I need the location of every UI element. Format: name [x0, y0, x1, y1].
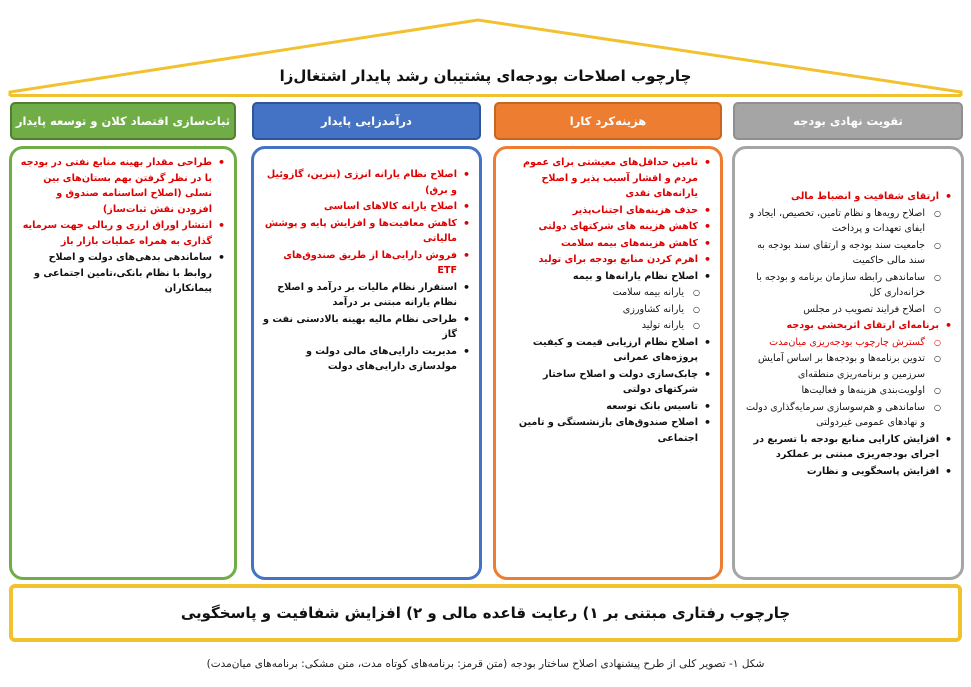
framework-title: چارچوب اصلاحات بودجه‌ای پشتیبان رشد پایدار اشتغال‌زا — [10, 58, 961, 97]
pillar-header-efficient-spending: هزینه‌کرد کارا — [494, 102, 722, 140]
pillar-body-macro-stability — [9, 146, 237, 580]
pillar-item: • اصلاح یارانه کالاهای اساسی — [262, 199, 471, 215]
pillar-sub-item: ○ اصلاح فرایند تصویب در مجلس — [743, 302, 953, 318]
pillar-sub-item: ○ یارانه تولید — [504, 318, 712, 334]
pillar-item: • اصلاح صندوق‌های بازنشستگی و تامین اجتماعی — [504, 415, 712, 446]
pillar-item: • افزایش کارایی منابع بودجه با تسریع در اجرای بودجه‌ریزی مبتنی بر عملکرد — [743, 432, 953, 463]
pillar-item: • حذف هزینه‌های اجتناب‌پذیر — [504, 203, 712, 219]
pillar-sub-item: ○ اصلاح رویه‌ها و نظام تامین، تخصیص، ایجاد و ایفای تعهدات و پرداخت — [743, 206, 953, 237]
pillar-header-sustainable-revenue: درآمدزایی پایدار — [252, 102, 481, 140]
pillar-item: • کاهش هزینه های شرکتهای دولتی — [504, 219, 712, 235]
pillar-item: • تاسیس بانک توسعه — [504, 399, 712, 415]
pillar-item-list — [504, 155, 712, 446]
pillar-item: • اصلاح نظام ارزیابی قیمت و کیفیت پروژه‌های عمرانی — [504, 335, 712, 366]
pillar-item: • مدیریت دارایی‌های مالی دولت و مولدسازی دارایی‌های دولت — [262, 344, 471, 375]
pillar-item: • اهرم کردن منابع بودجه برای تولید — [504, 252, 712, 268]
pillar-item: • ساماندهی بدهی‌های دولت و اصلاح روابط با نظام بانکی،تامین اجتماعی و پیمانکاران — [20, 250, 226, 297]
pillar-sub-item: ○ اولویت‌بندی هزینه‌ها و فعالیت‌ها — [743, 383, 953, 399]
pillar-item: • انتشار اوراق ارزی و ریالی جهت سرمایه گذاری به همراه عملیات بازار باز — [20, 218, 226, 249]
pillar-sub-item: ○ ساماندهی رابطه سازمان برنامه و بودجه با خزانه‌داری کل — [743, 270, 953, 301]
pillar-item: • اصلاح نظام یارانه انرژی (بنزین، گازوئیل و برق) — [262, 167, 471, 198]
pillar-item: • فروش دارایی‌ها از طریق صندوق‌های ETF — [262, 248, 471, 279]
pillar-item: • ارتقای شفافیت و انضباط مالی — [743, 189, 953, 205]
pillar-sub-item: ○ یارانه بیمه سلامت — [504, 285, 712, 301]
pillar-body-efficient-spending — [493, 146, 723, 580]
pillar-item: • افزایش پاسخگویی و نظارت — [743, 464, 953, 480]
pillar-header-macro-stability: ثبات‌سازی اقتصاد کلان و توسعه پایدار — [10, 102, 236, 140]
pillar-header-institutional: تقویت نهادی بودجه — [733, 102, 963, 140]
pillar-item-list — [20, 155, 226, 297]
pillar-sub-item: ○ گسترش چارچوب بودجه‌ریزی میان‌مدت — [743, 335, 953, 351]
pillar-sub-item: ○ یارانه کشاورزی — [504, 302, 712, 318]
pillar-body-sustainable-revenue — [251, 146, 482, 580]
pillar-item: • چابک‌سازی دولت و اصلاح ساختار شرکتهای دولتی — [504, 367, 712, 398]
pillar-item: • برنامه‌ای ارتقای اثربخشی بودجه — [743, 318, 953, 334]
pillar-item: • کاهش معافیت‌ها و افزایش پایه و پوشش مالیاتی — [262, 216, 471, 247]
foundation-bar: چارچوب رفتاری مبتنی بر ۱) رعایت قاعده مالی و ۲) افزایش شفافیت و پاسخگویی — [9, 584, 962, 642]
pillar-item: • کاهش هزینه‌های بیمه سلامت — [504, 236, 712, 252]
pillar-sub-item: ○ جامعیت سند بودجه و ارتقای سند بودجه به سند مالی حاکمیت — [743, 238, 953, 269]
pillar-item: • تامین حداقل‌های معیشتی برای عموم مردم و اقشار آسیب پذیر و اصلاح یارانه‌های نقدی — [504, 155, 712, 202]
pillar-item: • طراحی مقدار بهینه منابع نفتی در بودجه با در نظر گرفتن بهم بستان‌های بین نسلی (اصلاح اساسنامه صندوق و افزودن نقش ثبات‌ساز) — [20, 155, 226, 217]
pillar-item-list — [743, 189, 953, 479]
pillar-sub-item: ○ تدوین برنامه‌ها و بودجه‌ها بر اساس آمایش سرزمین و برنامه‌ریزی منطقه‌ای — [743, 351, 953, 382]
figure-caption: شکل ۱- تصویر کلی از طرح پیشنهادی اصلاح ساختار بودجه (متن قرمز: برنامه‌های کوتاه مدت، متن مشکی: برنامه‌های میان‌مدت) — [206, 658, 765, 670]
pillar-body-institutional — [732, 146, 964, 580]
pillar-item: • طراحی نظام مالیه بهینه بالادستی نفت و گاز — [262, 312, 471, 343]
pillar-item: • استقرار نظام مالیات بر درآمد و اصلاح نظام یارانه مبتنی بر درآمد — [262, 280, 471, 311]
pillar-item: • اصلاح نظام یارانه‌ها و بیمه — [504, 269, 712, 285]
pillar-item-list — [262, 167, 471, 375]
pillar-sub-item: ○ ساماندهی و هم‌سوسازی سرمایه‌گذاری دولت و نهادهای عمومی غیردولتی — [743, 400, 953, 431]
